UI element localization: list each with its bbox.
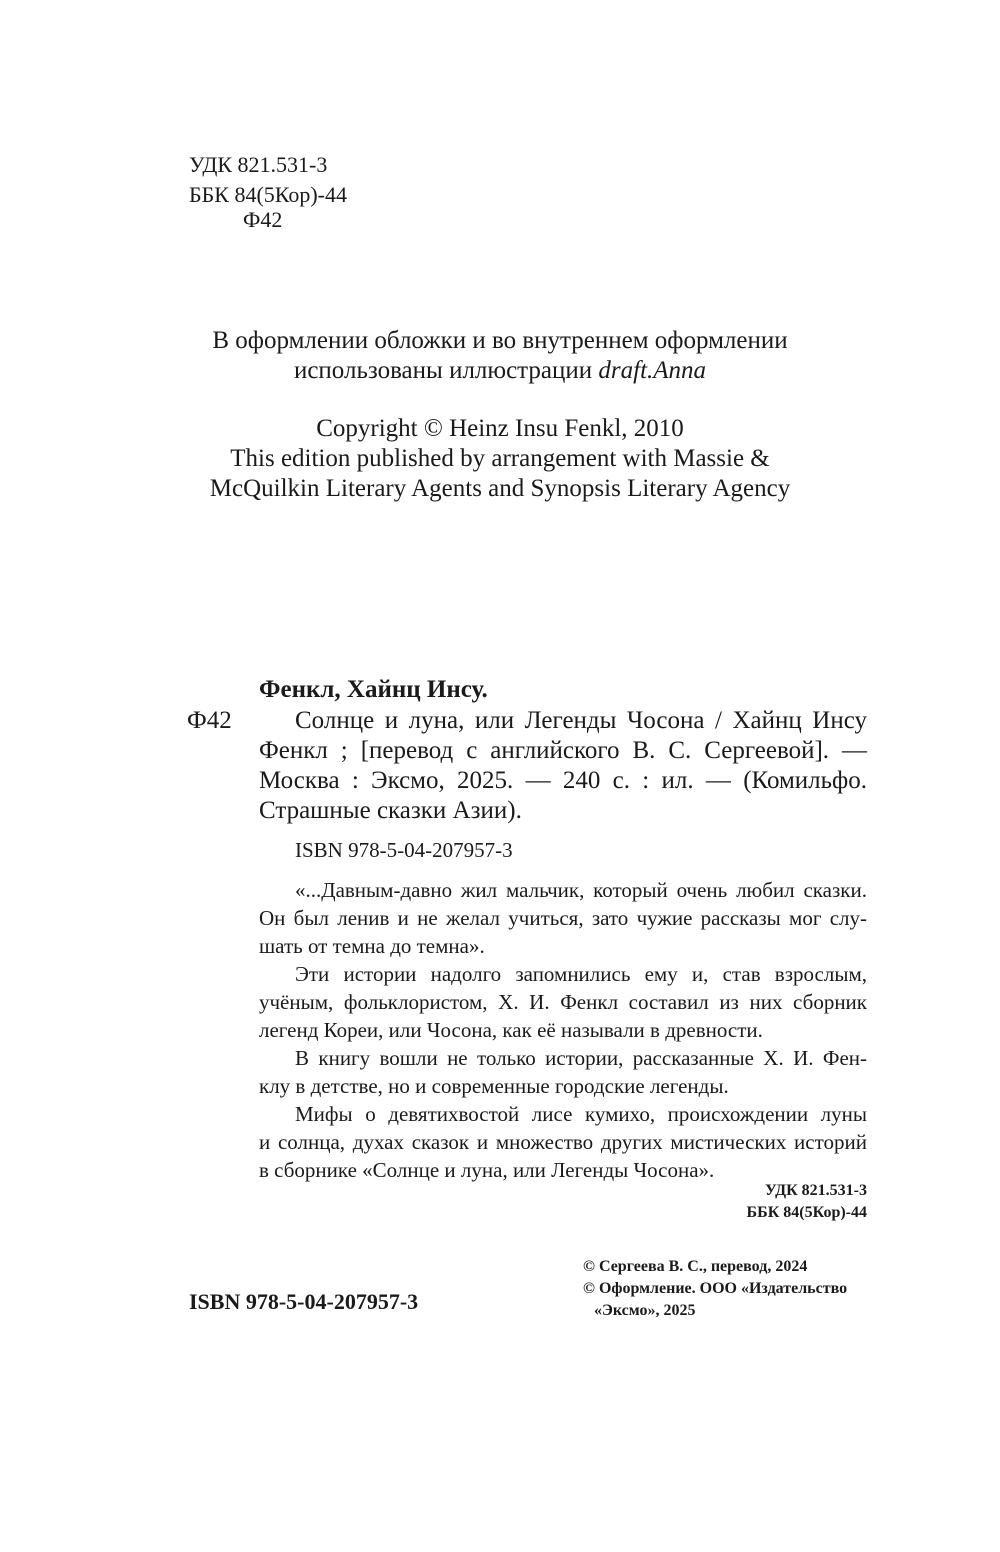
isbn-bottom: ISBN 978-5-04-207957-3 — [189, 1289, 419, 1314]
footer-udk-code: УДК 821.531-3 — [764, 1182, 867, 1199]
abstract-line-7: В книгу вошли не только истории, рассказанные Х. И. Фен- — [295, 1046, 867, 1070]
rights-line-3: «Эксмо», 2025 — [594, 1302, 696, 1319]
copyright-line-2: This edition published by arrangement with Massie & — [230, 445, 770, 472]
card-author: Фенкл, Хайнц Инсу. — [259, 676, 488, 703]
card-isbn: ISBN 978-5-04-207957-3 — [295, 838, 513, 862]
abstract-line-11: в сборнике «Солнце и луна, или Легенды Чосона». — [259, 1158, 715, 1182]
abstract-line-3: шать от темна до темна». — [259, 934, 485, 958]
bbk-code: ББК 84(5Кор)-44 — [189, 182, 347, 207]
abstract-line-6: легенд Кореи, или Чосона, как её называли в древности. — [259, 1018, 763, 1042]
rights-line-2: © Оформление. ООО «Издательство — [583, 1280, 848, 1297]
illustrations-line-1: В оформлении обложки и во внутреннем оформлении — [212, 327, 788, 354]
footer-bbk-code: ББК 84(5Кор)-44 — [746, 1204, 867, 1221]
card-line-4: Страшные сказки Азии). — [259, 797, 522, 824]
abstract-line-4: Эти истории надолго запомнились ему и, став взрослым, — [295, 962, 867, 986]
abstract-line-10: и солнца, духах сказок и множество других мистических историй — [259, 1130, 867, 1154]
illustrator-name: draft.Anna — [598, 357, 707, 384]
card-author-mark: Ф42 — [187, 707, 232, 734]
card-line-2: Фенкл ; [перевод с английского В. С. Сергеевой]. — — [259, 737, 867, 764]
author-mark-top: Ф42 — [243, 207, 283, 232]
rights-line-1: © Сергеева В. С., перевод, 2024 — [583, 1258, 808, 1275]
illustrations-prefix: использованы иллюстрации — [293, 357, 599, 384]
abstract-line-2: Он был ленив и не желал учиться, зато чужие рассказы мог слу- — [259, 906, 867, 930]
illustrations-line-2 — [0, 356, 1000, 386]
copyright-line-1: Copyright © Heinz Insu Fenkl, 2010 — [316, 415, 684, 442]
card-line-3: Москва : Эксмо, 2025. — 240 с. : ил. — (Комильфо. — [259, 767, 867, 794]
abstract-line-9: Мифы о девятихвостой лисе кумихо, происхождении луны — [295, 1102, 867, 1126]
card-line-1: Солнце и луна, или Легенды Чосона / Хайнц Инсу — [295, 707, 867, 734]
copyright-line-3: McQuilkin Literary Agents and Synopsis Literary Agency — [209, 475, 791, 502]
abstract-line-1: «...Давным-давно жил мальчик, который очень любил сказки. — [295, 878, 867, 902]
abstract-line-5: учёным, фольклористом, Х. И. Фенкл составил из них сборник — [259, 990, 867, 1014]
abstract-line-8: клу в детстве, но и современные городские легенды. — [259, 1074, 729, 1098]
udk-code: УДК 821.531-3 — [189, 152, 328, 177]
